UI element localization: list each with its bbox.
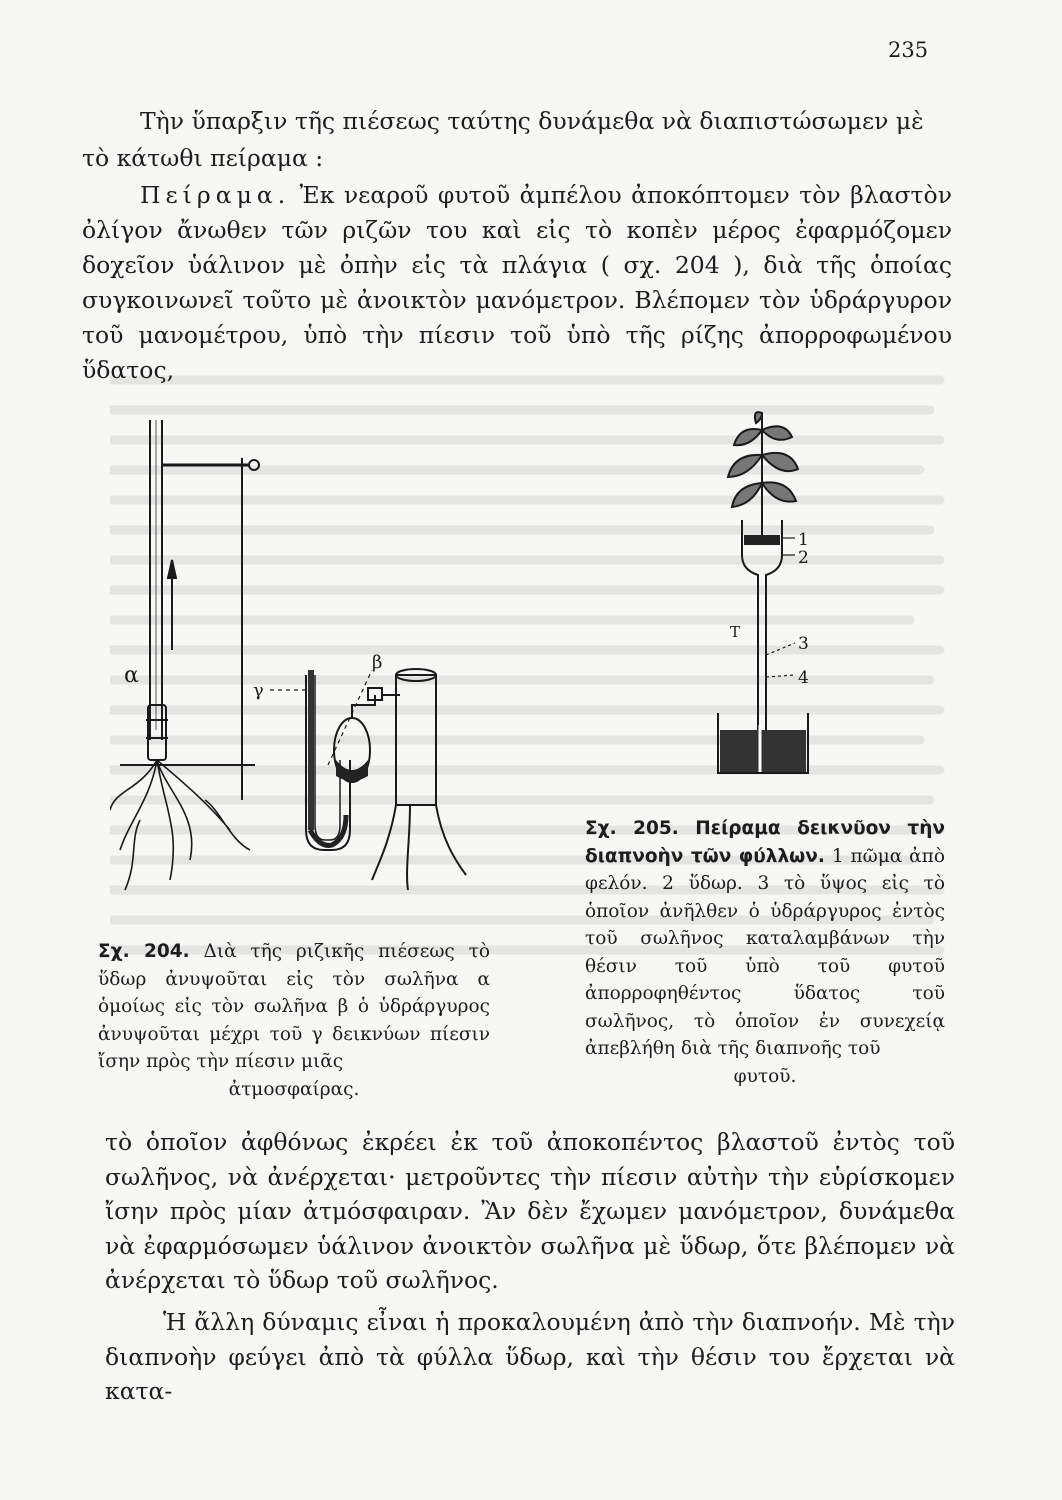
- page-number: 235: [888, 38, 929, 62]
- figure-204-caption: [98, 938, 490, 1103]
- figure-205-caption-title: Σχ. 205. Πείραμα δεικνῦον τὴν διαπνοὴν τῶν φύλλων.: [585, 818, 945, 867]
- intro-line-1: Τὴν ὕπαρξιν τῆς πιέσεως ταύτης δυνάμεθα νὰ διαπιστώσωμεν μὲ: [140, 107, 924, 135]
- experiment-text: Ἐκ νεαροῦ φυτοῦ ἀμπέλου ἀποκόπτομεν τὸν βλαστὸν ὀλίγον ἄνωθεν τῶν ριζῶν του καὶ εἰς τὸ κοπὲν μέρος ἐφαρμόζομεν δοχεῖον ὑάλινον μὲ ὀπὴν εἰς τὰ πλάγια ( σχ. 204 ), διὰ τῆς ὁποίας συγκοινωνεῖ τοῦτο μὲ ἀνοικτὸν μανόμετρον. Βλέπομεν τὸν ὑδράργυρον τοῦ μανομέτρου, ὑπὸ τὴν πίεσιν τοῦ ὑπὸ τῆς ρίζης ἀπορροφωμένου ὕδατος,: [82, 181, 952, 384]
- final-paragraph: Ἡ ἄλλη δύναμις εἶναι ἡ προκαλουμένη ἀπὸ τὴν διαπνοήν. Μὲ τὴν διαπνοὴν φεύγει ἀπὸ τὰ φύλλα ὕδωρ, καὶ τὴν θέσιν του ἔρχεται νὰ κατα-: [105, 1308, 955, 1405]
- figure-205-caption-text: 1 πῶμα ἀπὸ φελόν. 2 ὕδωρ. 3 τὸ ὕψος εἰς τὸ ὁποῖον ἀνῆλθεν ὁ ὑδράργυρος ἐντὸς τοῦ σωλῆνος καταλαμβάνων τὴν θέσιν τοῦ ὑπὸ τοῦ φυτοῦ ἀπορροφηθέντος ὕδατος τοῦ σωλῆνος, τὸ ὁποῖον ἐν συνεχείᾳ ἀπεβλήθη διὰ τῆς διαπνοῆς τοῦ: [585, 845, 945, 1059]
- figure-205-illustration: [700, 405, 830, 775]
- figure-205-caption-end: φυτοῦ.: [733, 1065, 797, 1087]
- figure-204-label-a: α: [124, 663, 139, 688]
- figure-204-illustration: [110, 420, 470, 920]
- figure-205-label-3: 3: [798, 634, 809, 654]
- figure-205-label-2: 2: [798, 548, 809, 568]
- experiment-paragraph: [82, 178, 952, 388]
- figure-204-label-b: β: [372, 652, 383, 673]
- figure-204-caption-end: ἀτμοσφαίρας.: [228, 1078, 360, 1100]
- figure-204-label-g: γ: [253, 680, 264, 701]
- figure-205-label-4: 4: [798, 668, 809, 688]
- figure-205-caption: [585, 815, 945, 1090]
- intro-line-2: τὸ κάτωθι πείραμα :: [82, 144, 324, 172]
- figure-205-label-1: 1: [798, 530, 809, 550]
- figure-205-label-t: Τ: [730, 623, 741, 641]
- experiment-label: Πείραμα.: [140, 181, 291, 209]
- figure-204-caption-number: Σχ. 204.: [98, 941, 190, 962]
- figure-204-caption-text: Διὰ τῆς ριζικῆς πιέσεως τὸ ὕδωρ ἀνυψοῦται εἰς τὸν σωλῆνα α ὁμοίως εἰς τὸν σωλῆνα β ὁ ὑδράργυρος ἀνυψοῦται μέχρι τοῦ γ δεικνύων πίεσιν ἴσην πρὸς τὴν πίεσιν μιᾶς: [98, 941, 490, 1072]
- continuation-paragraph: τὸ ὁποῖον ἀφθόνως ἐκρέει ἐκ τοῦ ἀποκοπέντος βλαστοῦ ἐντὸς τοῦ σωλῆνος, νὰ ἀνέρχεται· μετροῦντες τὴν πίεσιν αὐτὴν τὴν εὑρίσκομεν ἴσην πρὸς μίαν ἀτμόσφαιραν. Ἂν δὲν ἔχωμεν μανόμετρον, δυνάμεθα νὰ ἐφαρμόσωμεν ὑάλινον ἀνοικτὸν σωλῆνα μὲ ὕδωρ, ὅτε βλέπομεν νὰ ἀνέρχεται τὸ ὕδωρ τοῦ σωλῆνος.: [105, 1128, 955, 1294]
